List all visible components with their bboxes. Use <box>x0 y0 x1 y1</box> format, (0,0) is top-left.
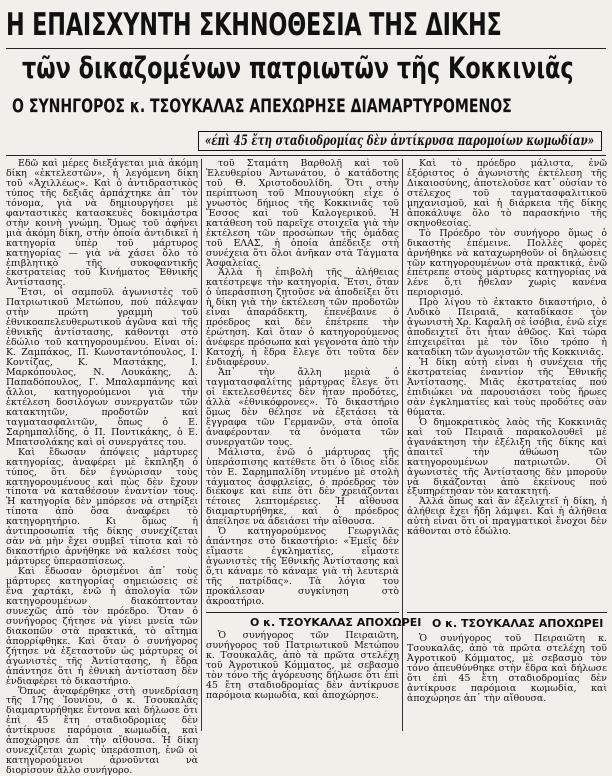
paragraph: Καὶ τὸ πρόεδρο μάλιστα, ἐνῶ ἐξόριστος ὁ ἀγωνιστὴς ἐκτέλεση τῆς Δικαιοσύνης, ἀποτελοῦσε κατ᾽ οὐσίαν τὸ στέλεχος τοῦ ταγματασφαλιτικοῦ μηχανισμοῦ, καὶ ἡ διάρκεια τῆς δίκης ἀποκάλυψε ὅλο τὸ παρασκήνιο τῆς σκηνοθεσίας. <box>407 158 607 229</box>
headline-rule-top <box>6 48 606 49</box>
article-column-1 <box>6 158 198 776</box>
paragraph: Τὸ Πρόεδρο τὸν συνήγορο ὅμως ὁ δικαστὴς ἐπέμεινε. Πολλὲς φορὲς ἀρνήθηκε νὰ καταχωρηθοῦν οἱ δηλώσεις τῶν κατηγορουμένων στὰ πρακτικά, ἐνῶ ἐπέτρεπε στοὺς μάρτυρες κατηγορίας νὰ λένε ὅ,τι ἤθελαν χωρὶς κανένα περιορισμό. <box>407 227 607 299</box>
paragraph: Ὁ συνήγορος τῶν Πειραιῶτη, συνήγορος τοῦ Πατριωτικοῦ Μετώπου κ. Τσουκαλᾶς, ἀπὸ τὰ πρῶτα στελέχη τοῦ Ἀγροτικοῦ Κόμματος, μὲ σεβασμὸ τὸν τόνο τῆς ἀγόρευσης δήλωσε ὅτι ἐπὶ 45 ἔτη σταδιοδρομίας δὲν ἀντίκρυσε παρόμοια κωμωδία, καὶ ἀποχώρησε. <box>206 630 399 701</box>
column-rule-1 <box>201 159 202 731</box>
section-heading: Ο κ. ΤΣΟΥΚΑΛΑΣ ΑΠΟΧΩΡΕΙ <box>250 616 422 629</box>
section-body <box>206 631 399 731</box>
section-rule-right <box>407 612 607 613</box>
paragraph: Πρὸ λίγου τὸ ἐκτακτο δικαστήριο, ὁ Λυδικὸ Πειραιᾶ, καταδίκασε τὸν ἀγωνιστὴ Χρ. Καραλῆ σὲ ἰσόβια, ἐνῶ εἶχε ἀποδειχτεῖ ὅτι ἦταν ἀθῶος. Καὶ τώρα ἐπιχειρεῖται μὲ τὸν ἴδιο τρόπο ἡ καταδίκη τῶν ἀγωνιστῶν τῆς Κοκκινιᾶς. <box>407 297 607 359</box>
paragraph: Καὶ ἔδωσαν ὁρισμένοι ἀπ᾽ τοὺς μάρτυρες κατηγορίας σημειώσεις σὲ ἕνα χαρτάκι, ἐνῶ ἡ ἀπολογία τῶν κατηγορουμένων διακόπτονταν συνεχῶς ἀπὸ τὸν πρόεδρο. Ὅταν ὁ συνήγορος ζήτησε νὰ γίνει μνεία τῶν διακοπῶν στὰ πρακτικά, τὸ αἴτημα ἀπορρίφθηκε. Καὶ ὅταν ὁ συνήγορος ζήτησε νὰ ἐξεταστοῦν ὡς μάρτυρες οἱ ἀγωνιστὲς τῆς Ἀντίστασης, ἡ ἕδρα ἀπάντησε ὅτι ἡ ἐθνικὴ ἀντίσταση δὲν ἐνδιαφέρει τὸ δικαστήριο. <box>6 566 198 687</box>
column-rule-2 <box>402 159 403 731</box>
paragraph: Ἀλλά ὅπως καὶ ἂν ἐξελιχτεῖ ἡ δίκη, ἡ ἀλήθεια ἔχει ἤδη λάμψει. Καὶ ἡ ἀλήθεια αὐτὴ εἶναι ὅτι οἱ πραγματικοὶ ἔνοχοι δὲν κάθονται στὸ ἑδώλιο. <box>407 496 607 538</box>
paragraph: Καὶ ἔδωσαν ἀπόψεις μάρτυρες κατηγορίας, ἀναφέρει μὲ ἔκπληξη ὁ τύπος, ὅτι δὲν ἐγνώρισαν τοὺς κατηγορουμένους καὶ πὼς δὲν ἔχουν τίποτα νὰ καταθέσουν ἐναντίον τους. Ἡ κατηγορία δὲν μπόρεσε νὰ στηρίξει τίποτα ἀπὸ ὅσα ἀναφέρει τὸ κατηγορητήριο. Κι ὅμως ἡ ἀντιπροσωπία τῆς δίκης συνεχίζεται σὰν νὰ μὴν ἔχει συμβεῖ τίποτα καὶ τὸ δικαστήριο ἀρνήθηκε νὰ καλέσει τοὺς μάρτυρες ὑπερασπίσεως. <box>6 446 198 568</box>
headline-line3: Ο ΣΥΝΗΓΟΡΟΣ κ. ΤΣΟΥΚΑΛΑΣ ΑΠΕΧΩΡΗΣΕ ΔΙΑΜΑΡΤΥΡΟΜΕΝΟΣ <box>12 95 512 117</box>
article-column-3 <box>407 159 607 591</box>
paragraph: Ὁ συνήγορος τοῦ Πειραιῶτη κ. Τσουκαλᾶς, ἀπὸ τὰ πρῶτα στελέχη τοῦ Ἀγροτικοῦ Κόμματος, μὲ σεβασμὸ τὸν τόνο ἀπευθύνθηκε στὴν ἕδρα καὶ δήλωσε ὅτι ἐπὶ 45 ἔτη σταδιοδρομίας δὲν ἀντίκρυσε παρόμοια κωμωδία, καὶ ἀποχώρησε ἀπ᾽ τὴν αἴθουσα. <box>407 633 607 704</box>
paragraph: Ὁ δημοκρατικὸς λαὸς τῆς Κοκκινιᾶς καὶ τοῦ Πειραιᾶ παρακολουθεῖ μὲ ἀγανάκτηση τὴν ἐξέλιξη τῆς δίκης καὶ ἀπαιτεῖ τὴν ἀθώωση τῶν κατηγορουμένων πατριωτῶν. Οἱ ἀγωνιστὲς τῆς Ἀντίστασης δὲν μποροῦν νὰ δικάζονται ἀπὸ ἐκείνους πού ἐξυπηρέτησαν τὸν κατακτητή. <box>407 416 607 498</box>
section-heading-right: Ο κ. ΤΣΟΥΚΑΛΑΣ ΑΠΟΧΩΡΕΙ <box>432 617 604 630</box>
paragraph: Ἔτσι, οἱ σαμποῦλ ἀγωνιστὲς τοῦ Πατριωτικοῦ Μετώπου, πού πάλεψαν στὴν πρώτη γραμμὴ τοῦ ἐθνικοαπελευθερωτικοῦ ἀγῶνα καὶ τῆς ἐθνικῆς ἀντίστασης, κάθονται στὸ ἑδώλιο τοῦ κατηγορουμένου. Εἶναι οἱ: Κ. Ζαμπάκος, Π. Κωνσταντόπουλος, Ι. Κοντίζας, Κ. Μαστάκης, Ι. Μαρκόπουλος, Ν. Λουκάκης, Δ. Παπαδόπουλος, Γ. Μπαλαμπάνης καὶ ἄλλοι, κατηγορούμενοι γιὰ τὴν ἐκτέλεση δοσιλόγων συνεργατῶν τῶν κατακτητῶν, προδοτῶν καὶ ταγματασφαλιτῶν, ὅπως ὁ Ε. Σαρημπαλίδης, ὁ Π. Ποντικάκης, ὁ Ε. Μπατσολάκης καὶ οἱ συνεργάτες του. <box>6 287 198 448</box>
paragraph: Ἀλλὰ ἡ ἐπιβολὴ τῆς ἀλήθειας κατέστρεψε τὴν κατηγορία. Ἔτσι, ὅταν ὁ ὑπεράσπιση ζητοῦσε νὰ ἀποδείξει ὅτι ἡ δίκη γιὰ τὴν ἐκτέλεση τῶν προδοτῶν εἶναι ἀπαράδεκτη, ἐπενέβαινε ὁ πρόεδρος καὶ δὲν ἐπέτρεπε τὴν ἐρώτηση. Καὶ ὅταν ὁ κατηγορούμενος ἀνέφερε πρόσωπα καὶ γεγονότα ἀπὸ τὴν Κατοχή, ἡ ἕδρα ἔλεγε ὅτι τοῦτα δὲν ἐνδιαφέρουν. <box>206 267 399 369</box>
headline-line2: τῶν δικαζομένων πατριωτῶν τῆς Κοκκινιᾶς <box>22 51 574 85</box>
article-column-2 <box>206 159 399 619</box>
paragraph: Ἀπ᾽ τὴν ἄλλη μεριὰ ὁ ταγματασφαλίτης μάρτυρας ἔλεγε ὅτι οἱ ἐκτελεσθέντες δὲν ἦταν προδότες, ἀλλὰ «ἐθνικόφρονες». Τὸ δικαστήριο ὅμως δὲν θέλησε νὰ ἐξετάσει τὰ ἔγγραφα τῶν Γερμανῶν, στὰ ὁποῖα ἀναφέρονταν τὰ ὀνόματα τῶν συνεργατῶν τους. <box>206 367 399 448</box>
headline-rule-bottom <box>6 155 606 156</box>
subhead: «έπὶ 45 ἔτη σταδιοδρομίας δὲν ἀντίκρυσα παρομοίων κωμωδίαν» <box>205 133 595 149</box>
section-rule-middle <box>206 612 399 613</box>
paragraph: Μάλιστα, ἐνῶ ὁ μάρτυρας τῆς ὑπεράσπισης κατέθετε ὅτι ὁ ἴδιος εἶδε τὸν Ε. Σαρημπαλίδη ντυμένο μὲ στολὴ τάγματος ἀσφαλείας, ὁ πρόεδρος τὸν διέκοψε καὶ εἶπε ὅτι δὲν χρειάζονται τέτοιες λεπτομέρειες. Ἡ αἴθουσα διαμαρτυρήθηκε, καὶ ὁ πρόεδρος ἀπείλησε νὰ ἀδειάσει τὴν αἴθουσα. <box>206 446 399 528</box>
paragraph: Εδῶ καὶ μέρες διεξάγεται μιὰ ἀκόμη δίκη «ἐκτελεστῶν», ἡ λεγόμενη δίκη τοῦ «Ἀχιλλέως». Καὶ ὁ ἀντιδραστικὸς τύπος τῆς δεξιᾶς ἀρπάχτηκε ἀπ᾽ τὸν τόνομα, γιὰ νὰ δημιουργήσει μὲ φανταστικὲς κατασκευὲς δοκιμάστρα στὴν κοινὴ γνώμη. Ὅμως τοῦ ἀφήνει μιὰ ἀκόμη δίκη, στὴν ὁποία ἀντιδικεῖ ἡ κατηγορία ὑπὲρ τοῦ μάρτυρος κατηγορίας — γιὰ νὰ χάσει ὅλο τὸ ἐπιβλητικὸ τῆς συκοφαντικῆς ἐκστρατείας τοῦ Κινήματος Ἐθνικῆς Ἀντίστασης. <box>6 158 198 289</box>
paragraph: τοῦ Σταμάτη Βαρθολῆ καὶ τοῦ Ἐλευθερίου Ἀντωνάτου, ὁ κατάδοτης τοῦ Θ. Χριστοδουλίδη. Ὅτι στὴν περίπτωση τοῦ Μπουγιούκη εἶχε ὁ γνωστὸς δήμιος τῆς Κοκκινιᾶς τοῦ Ἔσσος καὶ τοῦ Καλογερικοῦ. Ἡ κατάθεση τοῦ παρεῖχε στοιχεῖα γιὰ τὴν ἐκτέλεση τῶν προσώπων τῆς ὁμάδας τοῦ ΕΛΑΣ, ἡ ὁποία ἀπέδειξε στὴ συνέχεια ὅτι ὅλοι ἀνῆκαν στὰ Τάγματα Ἀσφαλείας. <box>206 158 399 269</box>
paragraph: Ὅπως ἀναφέρθηκε στὴ συνεδρίαση τῆς 17ης Ἰουνίου, ὁ κ. Τσουκαλᾶς διαμαρτυρήθηκε ἔντονα καὶ δήλωσε ὅτι ἐπὶ 45 ἔτη σταδιοδρομίας δὲν ἀντίκρυσε παρόμοια κωμωδία, καὶ ἀποχώρησε ἀπ᾽ τὴν αἴθουσα. Ἡ δίκη συνεχίζεται χωρὶς ὑπεράσπιση, ἐνῶ οἱ κατηγορούμενοι ἀρνοῦνται νὰ διορίσουν ἄλλο συνήγορο. <box>6 685 198 776</box>
paragraph: Ἡ δίκη αὐτὴ εἶναι ἡ συνέχεια τῆς ἐκστρατείας ἐναντίον τῆς Ἐθνικῆς Ἀντίστασης. Μιᾶς ἐκστρατείας πού ἐπιδιώκει νὰ παρουσιάσει τοὺς ἥρωες σὰν ἐγκληματίες καὶ τοὺς προδότες σὰν θύματα. <box>407 357 607 418</box>
headline-line1: Η ΕΠΑΙΣΧΥΝΤΗ ΣΚΗΝΟΘΕΣΙΑ ΤΗΣ ΔΙΚΗΣ <box>6 7 502 43</box>
section-body-right <box>407 634 607 731</box>
paragraph: Ὁ κατηγορούμενος Γεωργιλᾶς ἀπάντησε στὸ δικαστήριο: «Ἐμεῖς δὲν εἴμαστε ἐγκληματίες, εἴμαστε ἀγωνιστὲς τῆς Ἐθνικῆς Ἀντίστασης καὶ ὅ,τι κάναμε τὸ κάναμε γιὰ τὴ λευτεριὰ τῆς πατρίδας». Τὰ λόγια του προκάλεσαν συγκίνηση στὸ ἀκροατήριο. <box>206 526 399 607</box>
